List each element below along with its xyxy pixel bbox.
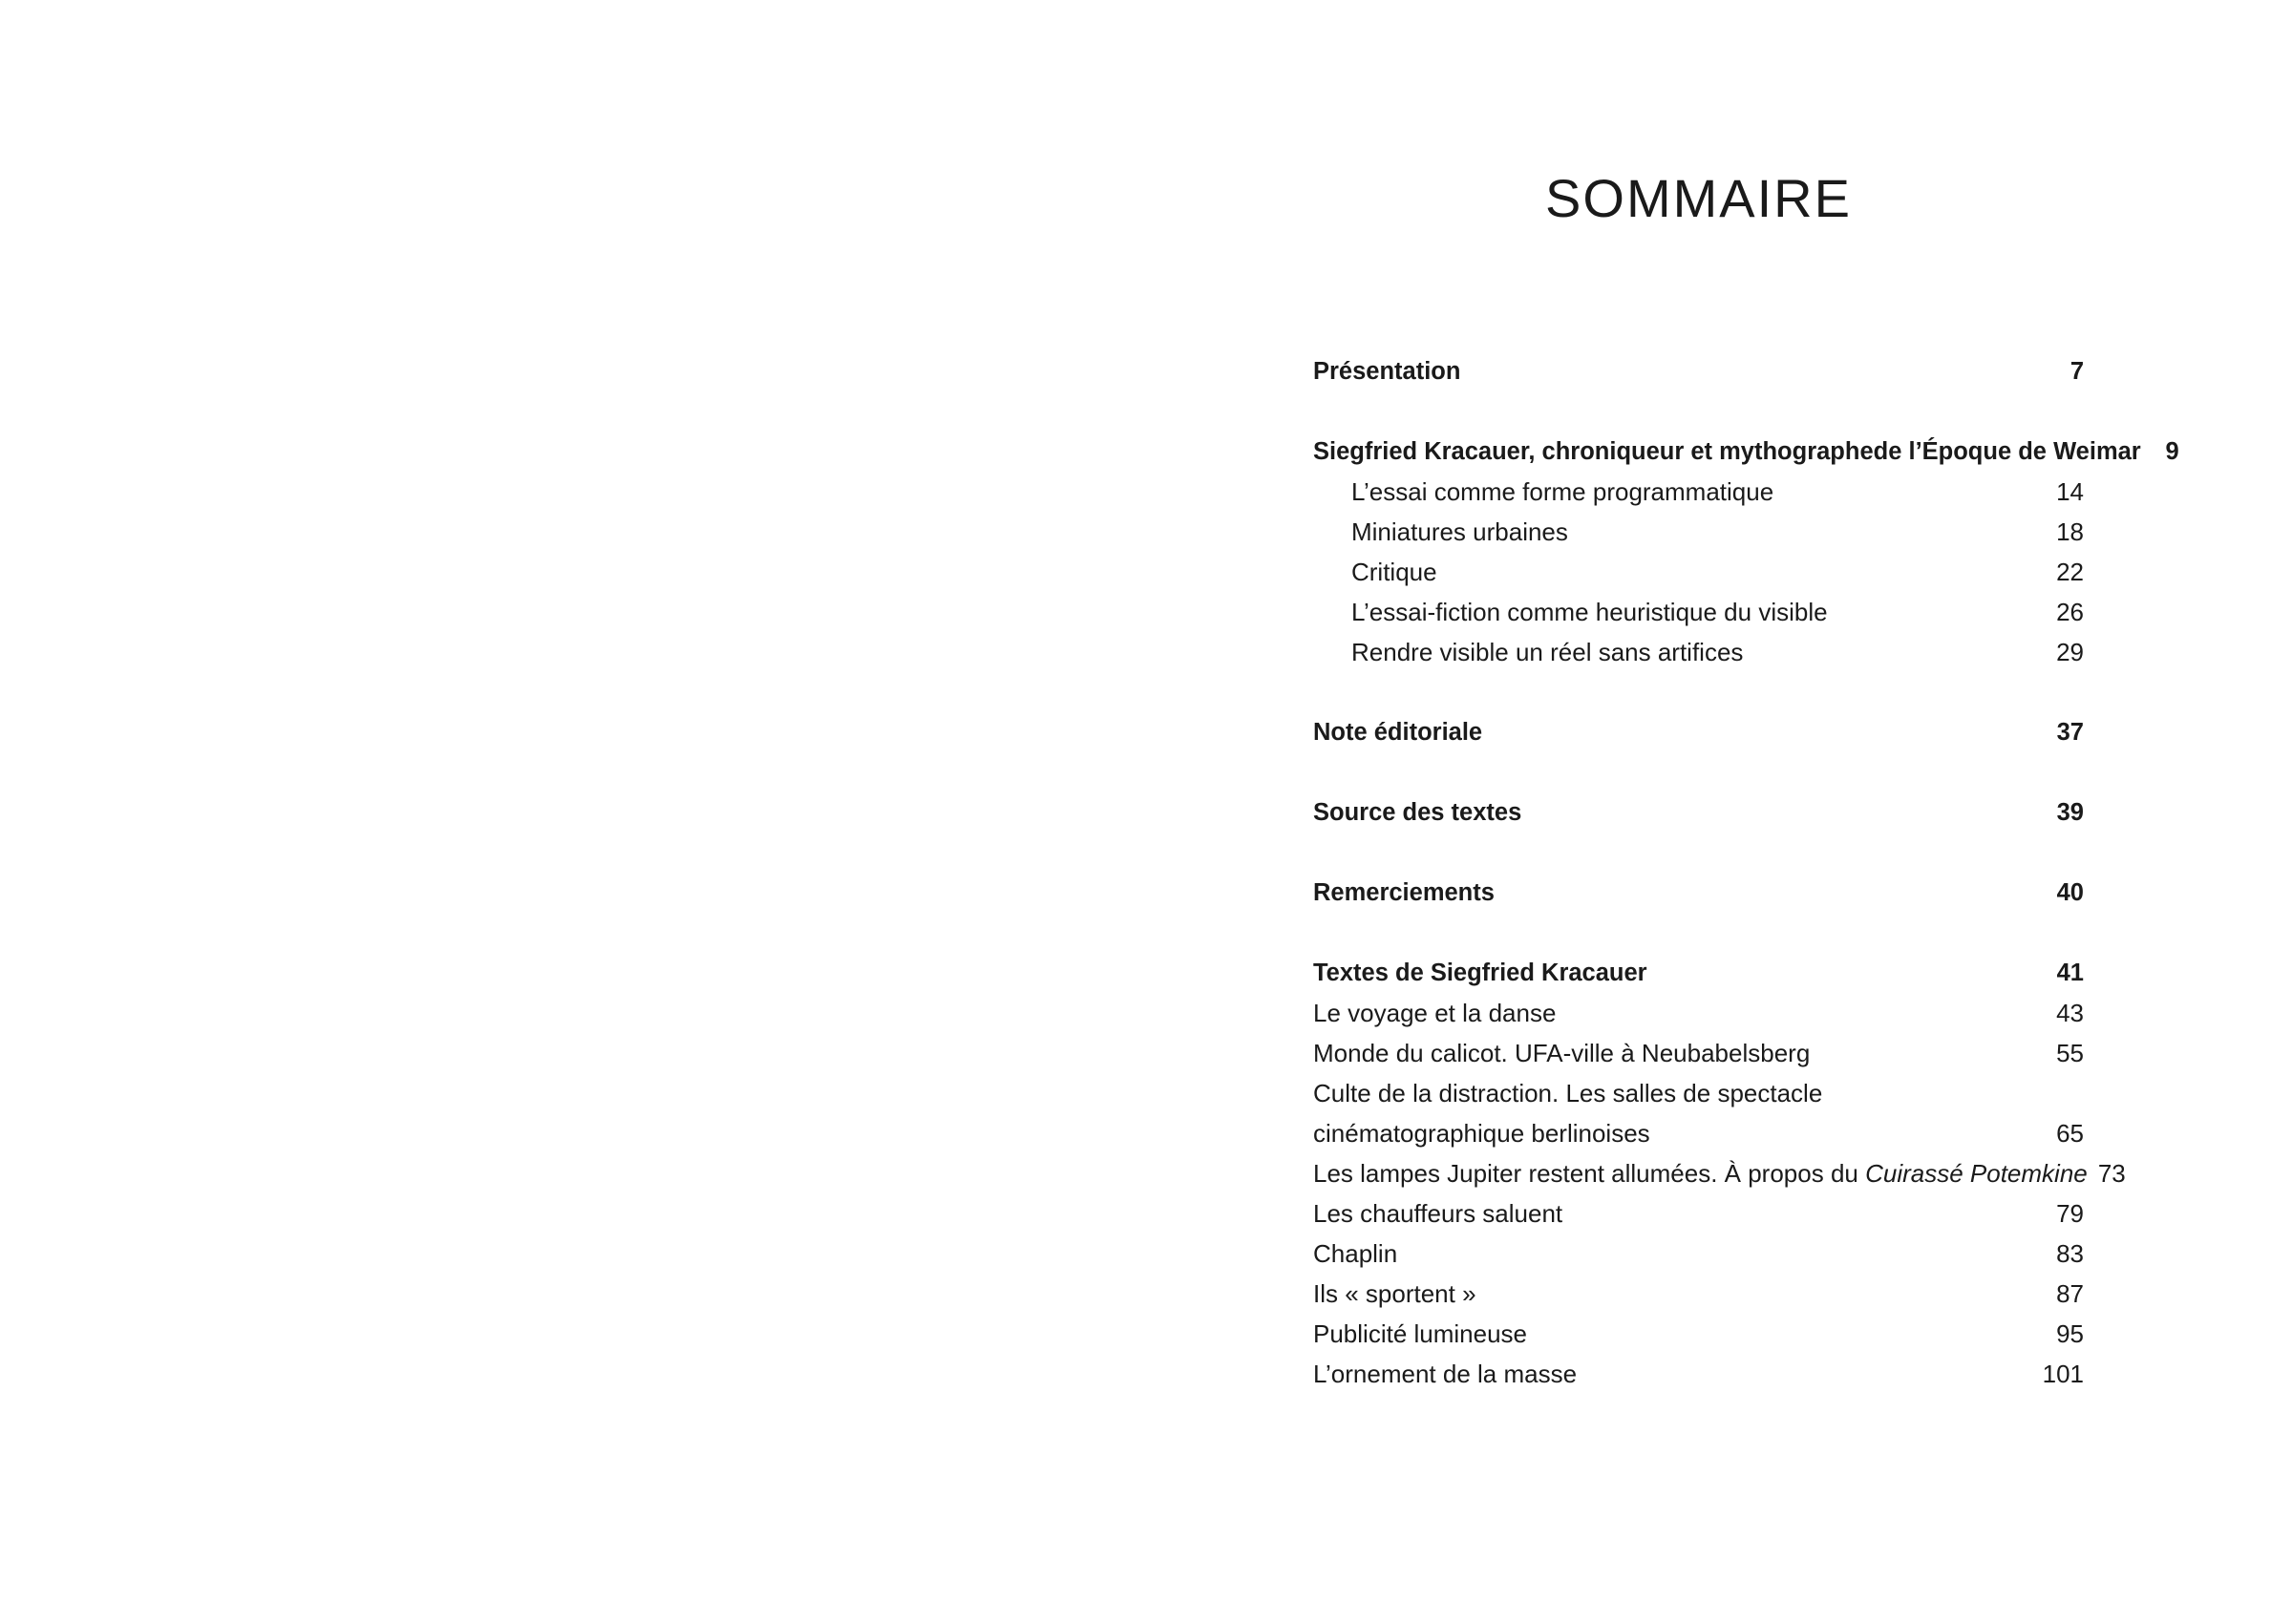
- toc-label-text: Les lampes Jupiter restent allumées. À propos du: [1313, 1159, 1866, 1188]
- page-title: SOMMAIRE: [1545, 168, 1852, 228]
- toc-page-number: 73: [2097, 1159, 2126, 1188]
- toc-label: Siegfried Kracauer, chroniqueur et mythographede l’Époque de Weimar: [1313, 438, 2141, 465]
- toc-label: Source des textes: [1313, 799, 1522, 826]
- toc-page-number: 7: [2069, 358, 2084, 385]
- toc-entry[interactable]: [1313, 1113, 2084, 1153]
- toc-subentry[interactable]: [1313, 552, 2084, 592]
- toc-entry[interactable]: [1313, 1274, 2084, 1314]
- toc-entry[interactable]: [1313, 1073, 2084, 1113]
- toc-subentry[interactable]: [1313, 512, 2084, 552]
- toc-page-number: 22: [2056, 558, 2084, 586]
- toc-subentry[interactable]: [1313, 632, 2084, 672]
- table-of-contents: [1313, 351, 2179, 1394]
- toc-entry-note[interactable]: [1313, 712, 2084, 752]
- toc-page-number: 87: [2056, 1279, 2084, 1308]
- toc-page-number: 18: [2056, 517, 2084, 546]
- toc-page-number: 39: [2056, 799, 2084, 826]
- toc-entry[interactable]: [1313, 993, 2084, 1033]
- toc-page-number: 41: [2056, 960, 2084, 986]
- toc-label: Monde du calicot. UFA-ville à Neubabelsberg: [1313, 1039, 1811, 1067]
- toc-label: Publicité lumineuse: [1313, 1319, 1528, 1348]
- toc-page-number: 95: [2056, 1319, 2084, 1348]
- toc-page-number: 9: [2165, 438, 2179, 465]
- toc-entry[interactable]: [1313, 1153, 2126, 1193]
- toc-subentry[interactable]: [1313, 592, 2084, 632]
- toc-entry[interactable]: [1313, 1193, 2084, 1234]
- toc-label: L’essai comme forme programmatique: [1351, 477, 1774, 506]
- toc-page-number: 26: [2056, 598, 2084, 626]
- toc-label: Note éditoriale: [1313, 719, 1483, 746]
- toc-entry-kracauer[interactable]: [1313, 432, 2179, 472]
- toc-page-number: 65: [2056, 1119, 2084, 1148]
- toc-page-number: 55: [2056, 1039, 2084, 1067]
- toc-label: Le voyage et la danse: [1313, 999, 1557, 1027]
- toc-entry-textes[interactable]: [1313, 953, 2084, 993]
- toc-entry[interactable]: [1313, 1033, 2084, 1073]
- toc-label: Textes de Siegfried Kracauer: [1313, 960, 1647, 986]
- toc-label: Les chauffeurs saluent: [1313, 1199, 1563, 1228]
- toc-subentry[interactable]: [1313, 472, 2084, 512]
- toc-label: Remerciements: [1313, 879, 1495, 906]
- toc-entry-remerciements[interactable]: [1313, 873, 2084, 913]
- toc-page-number: 37: [2056, 719, 2084, 746]
- toc-entry[interactable]: [1313, 1234, 2084, 1274]
- toc-label: Culte de la distraction. Les salles de spectacle: [1313, 1079, 1823, 1107]
- toc-entry[interactable]: [1313, 1354, 2084, 1394]
- toc-label: Critique: [1351, 558, 1437, 586]
- toc-entry[interactable]: [1313, 1314, 2084, 1354]
- toc-page-number: 83: [2056, 1239, 2084, 1268]
- toc-label: Présentation: [1313, 358, 1461, 385]
- toc-page-number: 29: [2056, 638, 2084, 666]
- toc-page-number: 14: [2056, 477, 2084, 506]
- toc-label-italic: Cuirassé Potemkine: [1865, 1159, 2088, 1188]
- toc-entry-source[interactable]: [1313, 792, 2084, 833]
- toc-label: cinématographique berlinoises: [1313, 1119, 1650, 1148]
- toc-page-number: 43: [2056, 999, 2084, 1027]
- toc-label: Ils « sportent »: [1313, 1279, 1476, 1308]
- toc-page-number: 40: [2056, 879, 2084, 906]
- toc-page-number: 79: [2056, 1199, 2084, 1228]
- toc-label: [1313, 1153, 2088, 1193]
- toc-label: L’essai-fiction comme heuristique du visible: [1351, 598, 1828, 626]
- toc-label: Rendre visible un réel sans artifices: [1351, 638, 1744, 666]
- toc-label: Miniatures urbaines: [1351, 517, 1568, 546]
- toc-label: Chaplin: [1313, 1239, 1398, 1268]
- toc-entry-presentation[interactable]: [1313, 351, 2084, 391]
- toc-label: L’ornement de la masse: [1313, 1360, 1578, 1388]
- toc-page-number: 101: [2042, 1360, 2084, 1388]
